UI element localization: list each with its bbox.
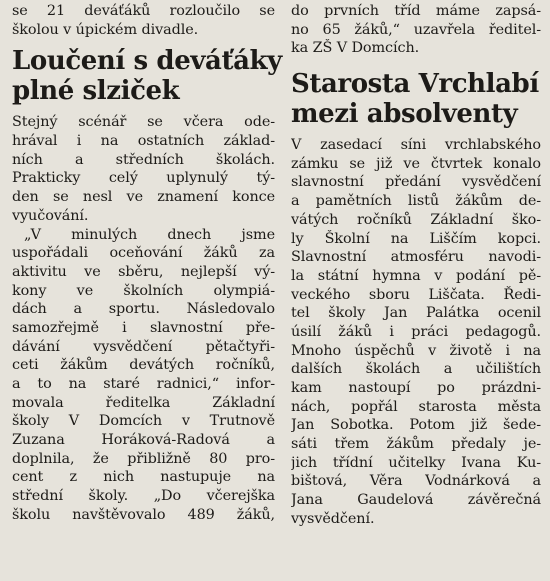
body-line: vysvědčení. [291, 510, 375, 527]
left-intro-line: se 21 deváťáků rozloučilo se [12, 3, 275, 19]
body-line: ly Školní na Liščím kopci. [291, 230, 541, 247]
article-headline: plné slziček [12, 76, 180, 107]
body-line: střední školy. „Do včerejška [12, 488, 275, 505]
body-line: „V minulých dnech jsme [24, 226, 275, 243]
left-column [12, 2, 282, 525]
body-line: Zuzana Horáková-Radová a [12, 432, 275, 449]
body-line: tel školy Jan Palátka ocenil [291, 305, 541, 322]
body-line: Mnoho úspěchů v životě i na [291, 342, 541, 359]
body-line: školy V Domcích v Trutnově [12, 413, 275, 430]
body-line: aktivitu ve sběru, nejlepší vý- [12, 263, 275, 280]
article-headline: Starosta Vrchlabí [291, 69, 539, 100]
body-line: la státní hymna v podání pě- [291, 267, 541, 284]
body-line: kam nastoupí po prázdni- [291, 380, 541, 396]
body-line: movala ředitelka Základní [12, 394, 275, 411]
body-line: bištová, Věra Vodnárková a [291, 473, 541, 490]
right-intro-line: ka ZŠ V Domcích. [291, 40, 420, 57]
body-line: doplnila, že přibližně 80 pro- [12, 450, 275, 467]
body-line: nách, popřál starosta města [291, 398, 541, 415]
left-intro-line: školou v úpickém divadle. [12, 21, 199, 38]
body-line: uspořádali oceňování žáků za [12, 245, 275, 262]
body-line: a pamětních listů žákům de- [291, 193, 541, 210]
body-line: Prakticky celý uplynulý tý- [12, 170, 275, 187]
body-line: dalších školách a učilištích [291, 361, 541, 378]
body-line: slavnostní předání vysvědčení [291, 174, 541, 191]
right-intro-line: do prvních tříd máme zapsá- [291, 3, 541, 19]
body-line: V zasedací síni vrchlabského [291, 137, 541, 154]
body-line: veckého sboru Liščata. Ředi- [291, 286, 541, 303]
body-line: Jan Sobotka. Potom již šede- [291, 417, 541, 434]
body-line: vátých ročníků Základní ško- [291, 211, 541, 228]
article-headline: mezi absolventy [291, 99, 518, 130]
body-line: dách a sportu. Následovalo [12, 301, 275, 318]
body-line: úsilí žáků i práci pedagogů. [291, 323, 541, 340]
body-line: samozřejmě i slavnostní pře- [12, 319, 275, 336]
body-line: sáti třem žákům předaly je- [291, 436, 541, 453]
body-line: Slavnostní atmosféru navodi- [291, 249, 541, 266]
body-line: a to na staré radnici,“ infor- [12, 376, 275, 392]
body-line: vyučování. [12, 207, 89, 224]
body-line: kony ve školních olympiá- [12, 282, 275, 299]
body-line: jich třídní učitelky Ivana Ku- [291, 454, 541, 471]
body-line: zámku se již ve čtvrtek konalo [291, 155, 541, 172]
right-column [291, 2, 541, 529]
article-headline: Loučení s deváťáky [12, 46, 282, 77]
body-line: den se nesl ve znamení konce [12, 189, 275, 206]
body-line: dávání vysvědčení pětačtyři- [12, 338, 275, 355]
right-intro-line: no 65 žáků,“ uzavřela ředitel- [291, 21, 541, 38]
body-line: Stejný scénář se včera ode- [12, 114, 275, 131]
body-line: ních a středních školách. [12, 151, 275, 168]
body-line: cent z nich nastupuje na [12, 469, 275, 486]
body-line: ceti žákům devátých ročníků, [12, 357, 275, 374]
body-line: hrával i na ostatních základ- [12, 133, 275, 150]
body-line: školu navštěvovalo 489 žáků, [12, 506, 275, 523]
body-line: Jana Gaudelová závěrečná [291, 492, 541, 509]
